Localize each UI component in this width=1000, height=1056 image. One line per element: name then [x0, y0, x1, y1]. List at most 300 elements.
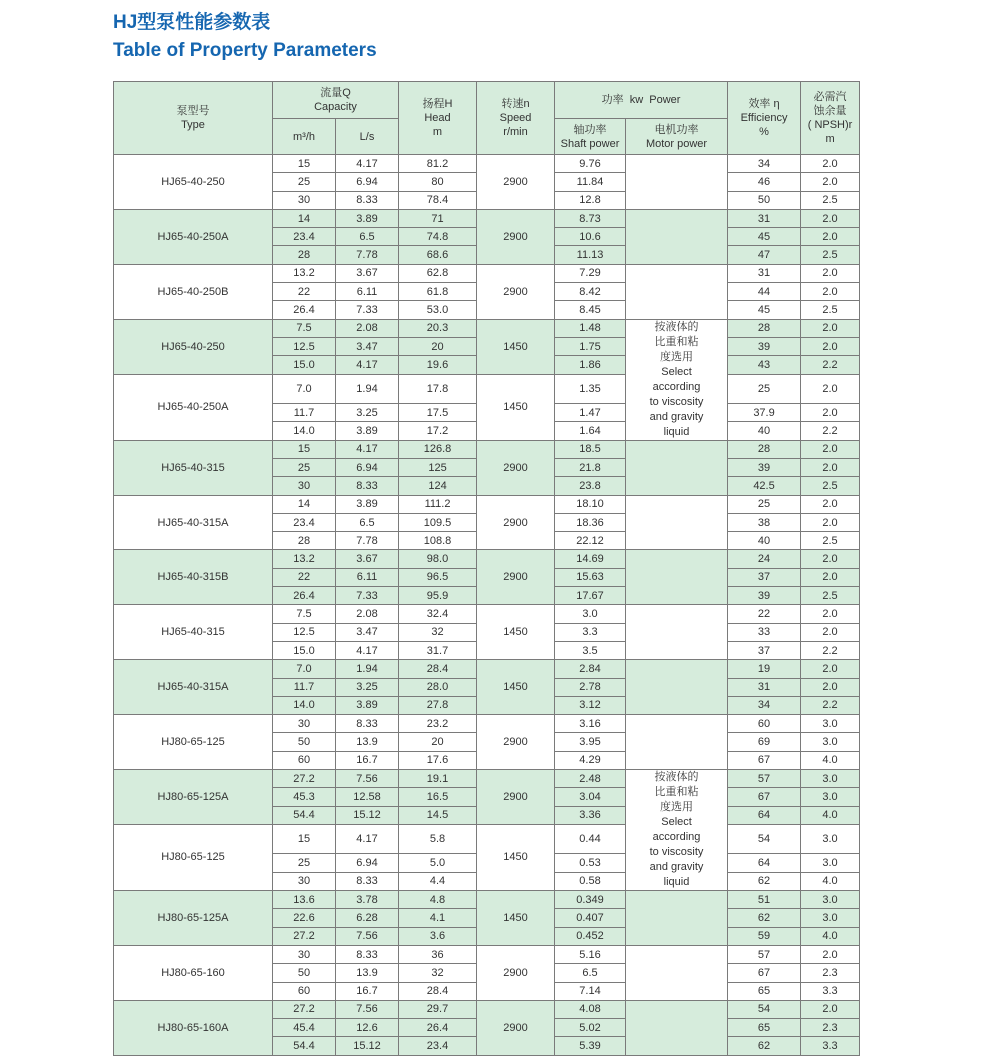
- npsh-cell: 3.0: [801, 909, 860, 927]
- capacity-m3h-cell: 30: [273, 945, 336, 963]
- efficiency-cell: 59: [728, 927, 801, 945]
- head-cell: 96.5: [399, 568, 477, 586]
- table-header: [114, 82, 860, 155]
- npsh-cell: 2.2: [801, 696, 860, 714]
- pump-type-cell: HJ80-65-125A: [114, 770, 273, 825]
- shaft-power-cell: 2.84: [555, 660, 626, 678]
- head-cell: 19.1: [399, 770, 477, 788]
- header-eff-cn: 效率 η: [748, 98, 780, 110]
- header-npsh-unit: m: [825, 133, 835, 145]
- header-capacity-m3h: m³/h: [273, 119, 336, 155]
- head-cell: 5.0: [399, 854, 477, 872]
- npsh-cell: 2.0: [801, 495, 860, 513]
- header-shaft-power: [555, 119, 626, 155]
- capacity-m3h-cell: 54.4: [273, 806, 336, 824]
- capacity-ls-cell: 7.56: [336, 927, 399, 945]
- capacity-ls-cell: 6.5: [336, 513, 399, 531]
- motor-note-line: to viscosity: [649, 846, 704, 859]
- head-cell: 31.7: [399, 641, 477, 659]
- speed-cell: 2900: [477, 1000, 555, 1055]
- efficiency-cell: 22: [728, 605, 801, 623]
- efficiency-cell: 28: [728, 319, 801, 337]
- shaft-power-cell: 8.73: [555, 209, 626, 227]
- capacity-m3h-cell: 22: [273, 283, 336, 301]
- head-cell: 74.8: [399, 228, 477, 246]
- header-capacity-cn: 流量Q: [320, 87, 351, 99]
- capacity-m3h-cell: 11.7: [273, 404, 336, 422]
- capacity-m3h-cell: 15: [273, 824, 336, 854]
- speed-cell: 2900: [477, 945, 555, 1000]
- shaft-power-cell: 18.5: [555, 440, 626, 458]
- npsh-cell: 2.0: [801, 678, 860, 696]
- capacity-m3h-cell: 13.2: [273, 264, 336, 282]
- capacity-m3h-cell: 26.4: [273, 587, 336, 605]
- motor-power-cell: [626, 550, 728, 605]
- npsh-cell: 2.5: [801, 191, 860, 209]
- shaft-power-cell: 22.12: [555, 532, 626, 550]
- npsh-cell: 2.0: [801, 513, 860, 531]
- capacity-m3h-cell: 15.0: [273, 641, 336, 659]
- efficiency-cell: 54: [728, 824, 801, 854]
- head-cell: 5.8: [399, 824, 477, 854]
- header-motor-cn: 电机功率: [654, 123, 699, 136]
- npsh-cell: 3.0: [801, 715, 860, 733]
- capacity-ls-cell: 3.67: [336, 550, 399, 568]
- efficiency-cell: 34: [728, 155, 801, 173]
- table-row: [114, 715, 860, 733]
- capacity-ls-cell: 3.25: [336, 678, 399, 696]
- capacity-ls-cell: 2.08: [336, 605, 399, 623]
- head-cell: 71: [399, 209, 477, 227]
- capacity-ls-cell: 15.12: [336, 1037, 399, 1055]
- motor-note-line: liquid: [663, 425, 690, 438]
- motor-power-cell: [626, 440, 728, 495]
- pump-type-cell: HJ80-65-125: [114, 715, 273, 770]
- capacity-ls-cell: 13.9: [336, 733, 399, 751]
- shaft-power-cell: 0.407: [555, 909, 626, 927]
- speed-cell: 2900: [477, 155, 555, 210]
- shaft-power-cell: 7.29: [555, 264, 626, 282]
- capacity-m3h-cell: 54.4: [273, 1037, 336, 1055]
- table-row: [114, 374, 860, 404]
- npsh-cell: 3.3: [801, 982, 860, 1000]
- shaft-power-cell: 1.64: [555, 422, 626, 440]
- head-cell: 81.2: [399, 155, 477, 173]
- motor-note-line: 比重和粘: [654, 335, 699, 348]
- capacity-m3h-cell: 14.0: [273, 422, 336, 440]
- table-row: [114, 264, 860, 282]
- shaft-power-cell: 14.69: [555, 550, 626, 568]
- motor-note-line: 按液体的: [654, 771, 699, 784]
- motor-note-line: liquid: [663, 876, 690, 889]
- head-cell: 3.6: [399, 927, 477, 945]
- shaft-power-cell: 18.10: [555, 495, 626, 513]
- efficiency-cell: 43: [728, 356, 801, 374]
- motor-note-line: to viscosity: [649, 395, 704, 408]
- motor-note-line: 按液体的: [654, 320, 699, 333]
- shaft-power-cell: 0.44: [555, 824, 626, 854]
- efficiency-cell: 42.5: [728, 477, 801, 495]
- motor-note-line: 度选用: [660, 350, 694, 363]
- motor-power-cell: [626, 945, 728, 1000]
- efficiency-cell: 44: [728, 283, 801, 301]
- npsh-cell: 2.2: [801, 641, 860, 659]
- shaft-power-cell: 9.76: [555, 155, 626, 173]
- capacity-ls-cell: 15.12: [336, 806, 399, 824]
- head-cell: 28.0: [399, 678, 477, 696]
- motor-power-cell: [626, 1000, 728, 1055]
- npsh-cell: 2.5: [801, 477, 860, 495]
- title-chinese: HJ型泵性能参数表: [113, 12, 271, 33]
- table-body: [114, 155, 860, 1056]
- capacity-m3h-cell: 27.2: [273, 770, 336, 788]
- efficiency-cell: 37: [728, 568, 801, 586]
- header-speed-unit: r/min: [503, 126, 528, 138]
- efficiency-cell: 67: [728, 751, 801, 769]
- motor-power-cell: [626, 605, 728, 660]
- capacity-ls-cell: 8.33: [336, 191, 399, 209]
- npsh-cell: 2.0: [801, 550, 860, 568]
- capacity-ls-cell: 1.94: [336, 660, 399, 678]
- efficiency-cell: 45: [728, 301, 801, 319]
- pump-type-cell: HJ65-40-250A: [114, 209, 273, 264]
- capacity-ls-cell: 6.94: [336, 854, 399, 872]
- efficiency-cell: 31: [728, 209, 801, 227]
- capacity-ls-cell: 8.33: [336, 477, 399, 495]
- pump-type-cell: HJ80-65-160A: [114, 1000, 273, 1055]
- npsh-cell: 4.0: [801, 872, 860, 890]
- head-cell: 62.8: [399, 264, 477, 282]
- capacity-ls-cell: 6.11: [336, 568, 399, 586]
- pump-type-cell: HJ65-40-250: [114, 319, 273, 374]
- capacity-m3h-cell: 50: [273, 733, 336, 751]
- table-row: [114, 1000, 860, 1018]
- pump-type-cell: HJ65-40-315A: [114, 495, 273, 550]
- pump-type-cell: HJ80-65-160: [114, 945, 273, 1000]
- shaft-power-cell: 5.39: [555, 1037, 626, 1055]
- head-cell: 53.0: [399, 301, 477, 319]
- npsh-cell: 2.0: [801, 173, 860, 191]
- capacity-ls-cell: 7.56: [336, 1000, 399, 1018]
- speed-cell: 2900: [477, 209, 555, 264]
- capacity-m3h-cell: 14.0: [273, 696, 336, 714]
- capacity-ls-cell: 8.33: [336, 872, 399, 890]
- motor-power-cell: [626, 495, 728, 550]
- efficiency-cell: 31: [728, 678, 801, 696]
- head-cell: 4.8: [399, 891, 477, 909]
- head-cell: 28.4: [399, 660, 477, 678]
- shaft-power-cell: 2.48: [555, 770, 626, 788]
- pump-type-cell: HJ65-40-250: [114, 155, 273, 210]
- npsh-cell: 2.3: [801, 1019, 860, 1037]
- header-eff-en: Efficiency: [740, 112, 788, 124]
- capacity-m3h-cell: 14: [273, 209, 336, 227]
- speed-cell: 1450: [477, 824, 555, 890]
- head-cell: 4.1: [399, 909, 477, 927]
- capacity-ls-cell: 13.9: [336, 964, 399, 982]
- npsh-cell: 3.0: [801, 770, 860, 788]
- shaft-power-cell: 5.16: [555, 945, 626, 963]
- header-head-cn: 扬程H: [422, 98, 453, 110]
- efficiency-cell: 65: [728, 1019, 801, 1037]
- capacity-m3h-cell: 25: [273, 458, 336, 476]
- capacity-m3h-cell: 25: [273, 173, 336, 191]
- efficiency-cell: 65: [728, 982, 801, 1000]
- header-speed-cn: 转速n: [501, 98, 530, 110]
- capacity-ls-cell: 4.17: [336, 356, 399, 374]
- head-cell: 17.2: [399, 422, 477, 440]
- npsh-cell: 3.0: [801, 854, 860, 872]
- table-row: [114, 495, 860, 513]
- shaft-power-cell: 18.36: [555, 513, 626, 531]
- title-english: Table of Property Parameters: [113, 40, 377, 61]
- capacity-ls-cell: 8.33: [336, 715, 399, 733]
- title-block: [113, 10, 377, 64]
- head-cell: 32: [399, 623, 477, 641]
- motor-power-note: [626, 319, 728, 440]
- capacity-m3h-cell: 28: [273, 532, 336, 550]
- shaft-power-cell: 3.3: [555, 623, 626, 641]
- capacity-m3h-cell: 22: [273, 568, 336, 586]
- capacity-m3h-cell: 12.5: [273, 623, 336, 641]
- speed-cell: 2900: [477, 495, 555, 550]
- header-capacity-ls: L/s: [336, 119, 399, 155]
- capacity-ls-cell: 6.5: [336, 228, 399, 246]
- capacity-m3h-cell: 11.7: [273, 678, 336, 696]
- header-eff-unit: %: [759, 126, 769, 138]
- speed-cell: 2900: [477, 550, 555, 605]
- speed-cell: 1450: [477, 891, 555, 946]
- efficiency-cell: 40: [728, 422, 801, 440]
- shaft-power-cell: 0.452: [555, 927, 626, 945]
- head-cell: 32.4: [399, 605, 477, 623]
- speed-cell: 1450: [477, 660, 555, 715]
- pump-type-cell: HJ65-40-315: [114, 440, 273, 495]
- efficiency-cell: 46: [728, 173, 801, 191]
- head-cell: 61.8: [399, 283, 477, 301]
- efficiency-cell: 39: [728, 458, 801, 476]
- capacity-m3h-cell: 15.0: [273, 356, 336, 374]
- efficiency-cell: 25: [728, 495, 801, 513]
- head-cell: 36: [399, 945, 477, 963]
- pump-type-cell: HJ65-40-250A: [114, 374, 273, 440]
- motor-power-cell: [626, 715, 728, 770]
- capacity-ls-cell: 3.89: [336, 209, 399, 227]
- head-cell: 20: [399, 337, 477, 355]
- pump-type-cell: HJ80-65-125A: [114, 891, 273, 946]
- capacity-ls-cell: 4.17: [336, 155, 399, 173]
- npsh-cell: 2.5: [801, 587, 860, 605]
- capacity-m3h-cell: 50: [273, 964, 336, 982]
- efficiency-cell: 38: [728, 513, 801, 531]
- efficiency-cell: 47: [728, 246, 801, 264]
- npsh-cell: 2.5: [801, 246, 860, 264]
- shaft-power-cell: 0.53: [555, 854, 626, 872]
- capacity-m3h-cell: 30: [273, 477, 336, 495]
- capacity-ls-cell: 12.6: [336, 1019, 399, 1037]
- efficiency-cell: 62: [728, 1037, 801, 1055]
- head-cell: 20: [399, 733, 477, 751]
- shaft-power-cell: 4.08: [555, 1000, 626, 1018]
- capacity-ls-cell: 2.08: [336, 319, 399, 337]
- shaft-power-cell: 3.16: [555, 715, 626, 733]
- capacity-ls-cell: 16.7: [336, 982, 399, 1000]
- npsh-cell: 2.0: [801, 623, 860, 641]
- shaft-power-cell: 3.04: [555, 788, 626, 806]
- pump-type-cell: HJ65-40-315: [114, 605, 273, 660]
- npsh-cell: 3.0: [801, 891, 860, 909]
- capacity-ls-cell: 3.89: [336, 422, 399, 440]
- motor-note-line: according: [652, 380, 701, 393]
- capacity-m3h-cell: 30: [273, 715, 336, 733]
- head-cell: 80: [399, 173, 477, 191]
- efficiency-cell: 57: [728, 945, 801, 963]
- npsh-cell: 2.0: [801, 568, 860, 586]
- efficiency-cell: 51: [728, 891, 801, 909]
- npsh-cell: 2.0: [801, 337, 860, 355]
- capacity-m3h-cell: 23.4: [273, 228, 336, 246]
- capacity-m3h-cell: 13.6: [273, 891, 336, 909]
- efficiency-cell: 34: [728, 696, 801, 714]
- motor-note-line: Select: [661, 365, 692, 378]
- efficiency-cell: 64: [728, 854, 801, 872]
- header-head: [399, 82, 477, 155]
- motor-note-line: 度选用: [660, 801, 694, 814]
- shaft-power-cell: 7.14: [555, 982, 626, 1000]
- shaft-power-cell: 3.12: [555, 696, 626, 714]
- capacity-m3h-cell: 22.6: [273, 909, 336, 927]
- table-row: [114, 155, 860, 173]
- head-cell: 17.5: [399, 404, 477, 422]
- header-npsh-cn1: 必需汽: [813, 91, 847, 103]
- capacity-ls-cell: 7.78: [336, 246, 399, 264]
- npsh-cell: 3.0: [801, 733, 860, 751]
- npsh-cell: 2.0: [801, 155, 860, 173]
- shaft-power-cell: 3.36: [555, 806, 626, 824]
- speed-cell: 2900: [477, 264, 555, 319]
- header-type: [114, 82, 273, 155]
- head-cell: 108.8: [399, 532, 477, 550]
- motor-power-cell: [626, 155, 728, 210]
- head-cell: 68.6: [399, 246, 477, 264]
- motor-power-cell: [626, 209, 728, 264]
- npsh-cell: 2.0: [801, 1000, 860, 1018]
- efficiency-cell: 67: [728, 964, 801, 982]
- shaft-power-cell: 4.29: [555, 751, 626, 769]
- efficiency-cell: 45: [728, 228, 801, 246]
- header-speed: [477, 82, 555, 155]
- efficiency-cell: 39: [728, 337, 801, 355]
- capacity-ls-cell: 3.47: [336, 337, 399, 355]
- header-power: 功率 kw Power: [555, 82, 728, 119]
- efficiency-cell: 40: [728, 532, 801, 550]
- capacity-ls-cell: 7.78: [336, 532, 399, 550]
- npsh-cell: 2.0: [801, 283, 860, 301]
- efficiency-cell: 25: [728, 374, 801, 404]
- shaft-power-cell: 5.02: [555, 1019, 626, 1037]
- npsh-cell: 3.0: [801, 788, 860, 806]
- npsh-cell: 2.0: [801, 605, 860, 623]
- capacity-m3h-cell: 7.5: [273, 319, 336, 337]
- npsh-cell: 2.0: [801, 945, 860, 963]
- capacity-m3h-cell: 60: [273, 982, 336, 1000]
- capacity-m3h-cell: 12.5: [273, 337, 336, 355]
- efficiency-cell: 37: [728, 641, 801, 659]
- header-speed-en: Speed: [499, 112, 532, 124]
- motor-power-cell: [626, 891, 728, 946]
- table-row: [114, 891, 860, 909]
- efficiency-cell: 28: [728, 440, 801, 458]
- header-shaft-cn: 轴功率: [573, 123, 607, 136]
- shaft-power-cell: 3.5: [555, 641, 626, 659]
- head-cell: 14.5: [399, 806, 477, 824]
- header-shaft-en: Shaft power: [560, 137, 620, 150]
- shaft-power-cell: 15.63: [555, 568, 626, 586]
- shaft-power-cell: 17.67: [555, 587, 626, 605]
- npsh-cell: 2.2: [801, 356, 860, 374]
- efficiency-cell: 62: [728, 909, 801, 927]
- head-cell: 16.5: [399, 788, 477, 806]
- capacity-m3h-cell: 15: [273, 440, 336, 458]
- npsh-cell: 2.0: [801, 374, 860, 404]
- pump-type-cell: HJ65-40-315B: [114, 550, 273, 605]
- head-cell: 27.8: [399, 696, 477, 714]
- pump-type-cell: HJ65-40-315A: [114, 660, 273, 715]
- head-cell: 4.4: [399, 872, 477, 890]
- shaft-power-cell: 11.13: [555, 246, 626, 264]
- head-cell: 17.6: [399, 751, 477, 769]
- table-row: [114, 440, 860, 458]
- shaft-power-cell: 23.8: [555, 477, 626, 495]
- efficiency-cell: 33: [728, 623, 801, 641]
- motor-note-line: according: [652, 831, 701, 844]
- capacity-m3h-cell: 23.4: [273, 513, 336, 531]
- table-row: [114, 660, 860, 678]
- capacity-m3h-cell: 30: [273, 191, 336, 209]
- capacity-ls-cell: 7.33: [336, 587, 399, 605]
- motor-note-line: and gravity: [649, 410, 704, 423]
- efficiency-cell: 64: [728, 806, 801, 824]
- header-type-cn: 泵型号: [176, 105, 210, 117]
- efficiency-cell: 60: [728, 715, 801, 733]
- speed-cell: 1450: [477, 319, 555, 374]
- speed-cell: 1450: [477, 605, 555, 660]
- table-row: [114, 770, 860, 788]
- capacity-ls-cell: 3.78: [336, 891, 399, 909]
- header-npsh-cn2: 蚀余量: [813, 105, 847, 117]
- head-cell: 124: [399, 477, 477, 495]
- motor-power-cell: [626, 660, 728, 715]
- capacity-ls-cell: 16.7: [336, 751, 399, 769]
- capacity-ls-cell: 1.94: [336, 374, 399, 404]
- head-cell: 23.4: [399, 1037, 477, 1055]
- efficiency-cell: 50: [728, 191, 801, 209]
- shaft-power-cell: 0.349: [555, 891, 626, 909]
- capacity-ls-cell: 12.58: [336, 788, 399, 806]
- shaft-power-cell: 1.35: [555, 374, 626, 404]
- head-cell: 111.2: [399, 495, 477, 513]
- header-capacity-en: Capacity: [314, 101, 357, 113]
- shaft-power-cell: 21.8: [555, 458, 626, 476]
- efficiency-cell: 62: [728, 872, 801, 890]
- property-parameters-table: [113, 81, 860, 1056]
- capacity-m3h-cell: 28: [273, 246, 336, 264]
- motor-note-line: and gravity: [649, 861, 704, 874]
- capacity-m3h-cell: 26.4: [273, 301, 336, 319]
- head-cell: 28.4: [399, 982, 477, 1000]
- shaft-power-cell: 3.95: [555, 733, 626, 751]
- head-cell: 29.7: [399, 1000, 477, 1018]
